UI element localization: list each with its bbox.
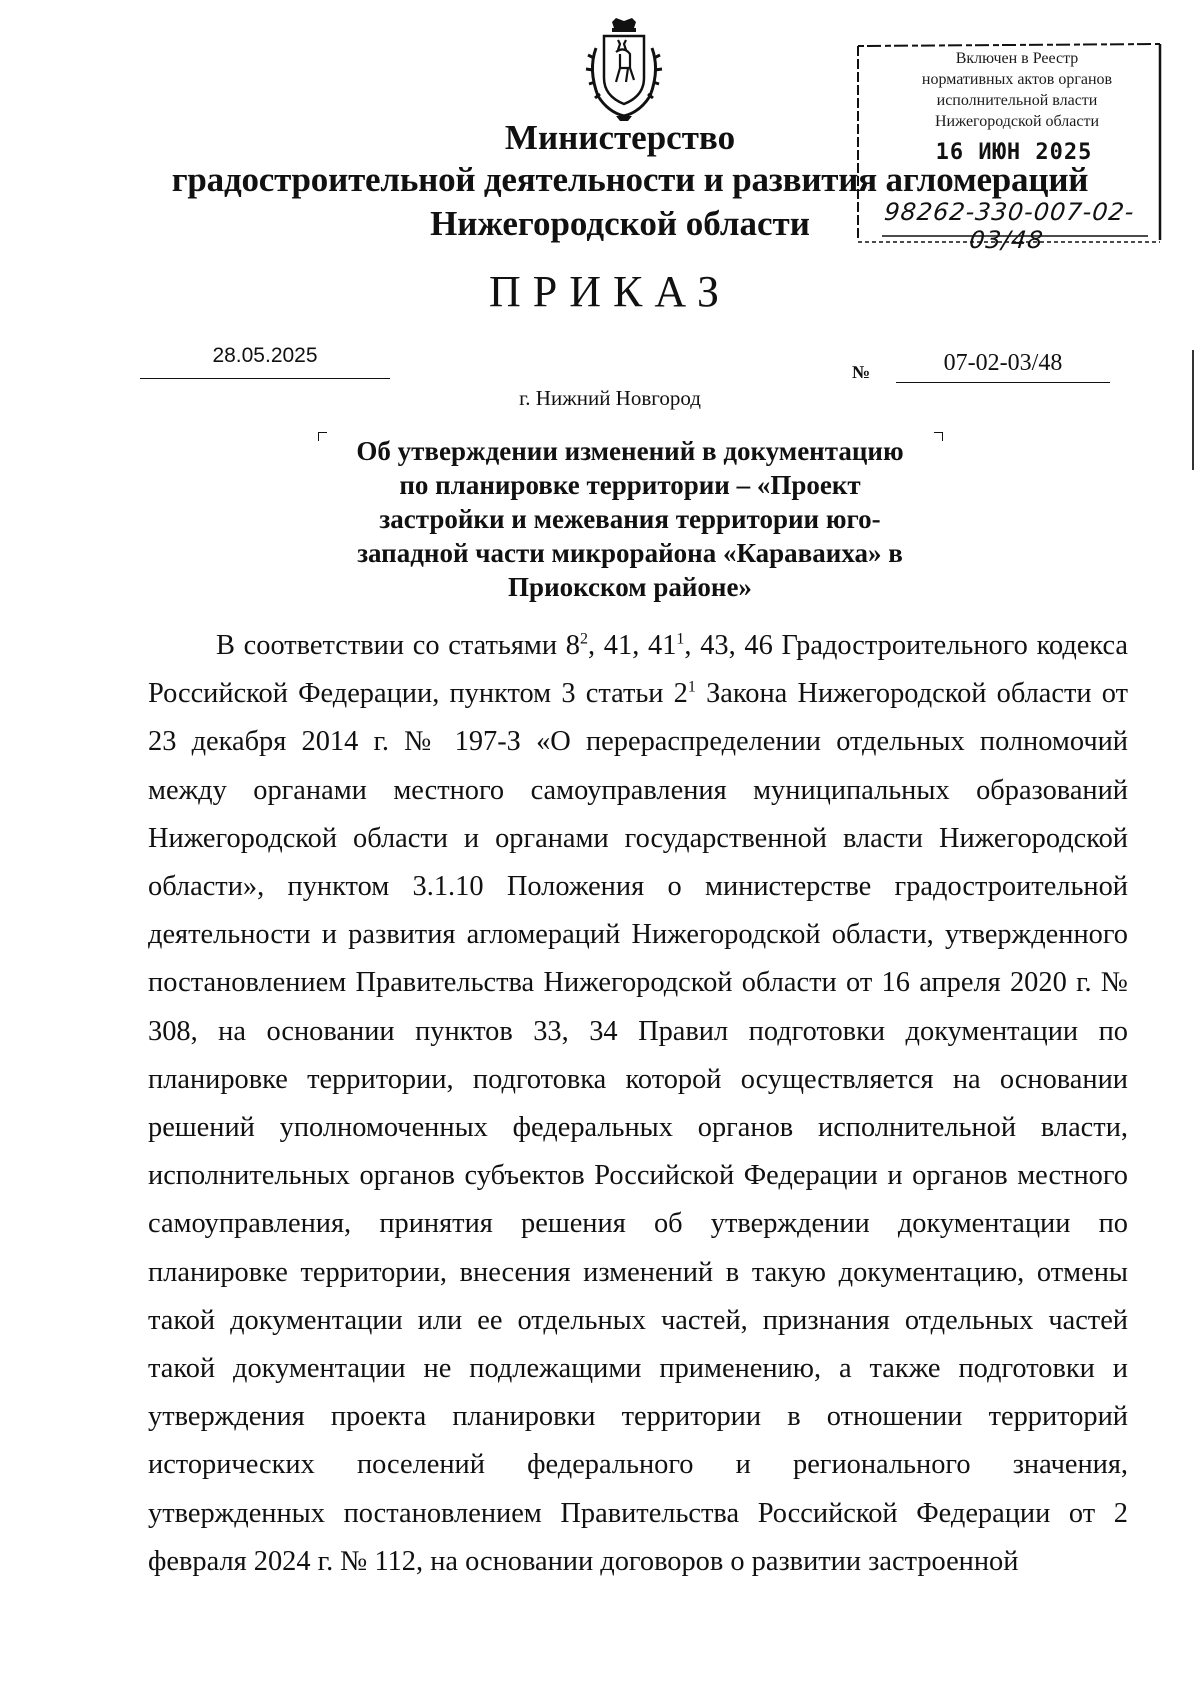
document-number: 07-02-03/48: [943, 350, 1063, 376]
stamp-line4: Нижегородской области: [934, 113, 1099, 130]
document-date: 28.05.2025: [212, 344, 318, 367]
subject-corner-left: [318, 432, 327, 441]
body-text: Закона Нижегородской области от 23 декабря 2014 г. № 197-З «О перераспределении отдельных полномочий между органами местного самоуправления муниципальных образований Нижегородской области и органами государственной власти Нижегородской области», пунктом 3.1.10 Положения о министерстве градостроительной деятельности и развития агломераций Нижегородской области, утвержденного постановлением Правительства Нижегородской области от 16 апреля 2020 г. № 308, на основании пунктов 33, 34 Правил подготовки документации по планировке территории, подготовка которой осуществляется на основании решений уполномоченных федеральных органов исполнительной власти, исполнительных органов субъектов Российской Федерации и органов местного самоуправления, принятия решения об утверждении документации по планировке территории, внесения изменений в такую документацию, отмены такой документации или ее отдельных частей, признания отдельных частей такой документации не подлежащими применению, а также подготовки и утверждения проекта планировки территории в отношении территорий исторических поселений федерального и регионального значения, утвержденных постановлением Правительства Российской Федерации от 2 февраля 2024 г. № 112, на основании договоров о развитии застроенной: [148, 678, 1128, 1577]
body-text: , 41, 41: [588, 630, 677, 661]
subject-line: застройки и межевания территории юго-: [379, 504, 881, 534]
ministry-title-line3: Нижегородской области: [430, 204, 810, 243]
subject-line: западной части микрорайона «Караваиха» в: [357, 538, 903, 568]
stamp-line2: нормативных актов органов: [921, 71, 1113, 88]
document-city: г. Нижний Новгород: [519, 386, 701, 410]
ministry-title-line2: градостроительной деятельности и развития агломераций: [171, 160, 1089, 199]
stamp-date: 16 ИЮН 2025: [935, 140, 1093, 165]
ministry-title-line1: Министерство: [504, 118, 736, 157]
stamp-registration-number: 98262-330-007-02-03/48: [882, 198, 1137, 254]
body-text: В соответствии со статьями 8: [216, 630, 580, 661]
subject-corner-right: [934, 432, 943, 441]
superscript: 1: [676, 630, 685, 648]
registry-stamp: [852, 40, 1166, 254]
superscript: 1: [687, 678, 696, 696]
subject-line: Об утверждении изменений в документацию: [356, 436, 904, 466]
superscript: 2: [580, 630, 588, 648]
document-type-heading: ПРИКАЗ: [488, 267, 732, 316]
stamp-line3: исполнительной власти: [936, 92, 1098, 109]
date-underline: [140, 378, 390, 379]
body-text: , 43, 46 Градостроительного кодекса Российской Федерации, пунктом 3 статьи 2: [148, 630, 1128, 710]
coat-of-arms-emblem: [582, 18, 666, 122]
stamp-line1: Включен в Реестр: [955, 50, 1079, 67]
scan-edge-mark: [1192, 350, 1194, 470]
number-underline: [896, 382, 1110, 383]
number-label: №: [852, 362, 871, 382]
body-paragraph: [148, 622, 1128, 1586]
subject-line: по планировке территории – «Проект: [399, 470, 861, 500]
document-subject: [340, 434, 920, 604]
subject-line: Приокском районе»: [508, 572, 752, 602]
